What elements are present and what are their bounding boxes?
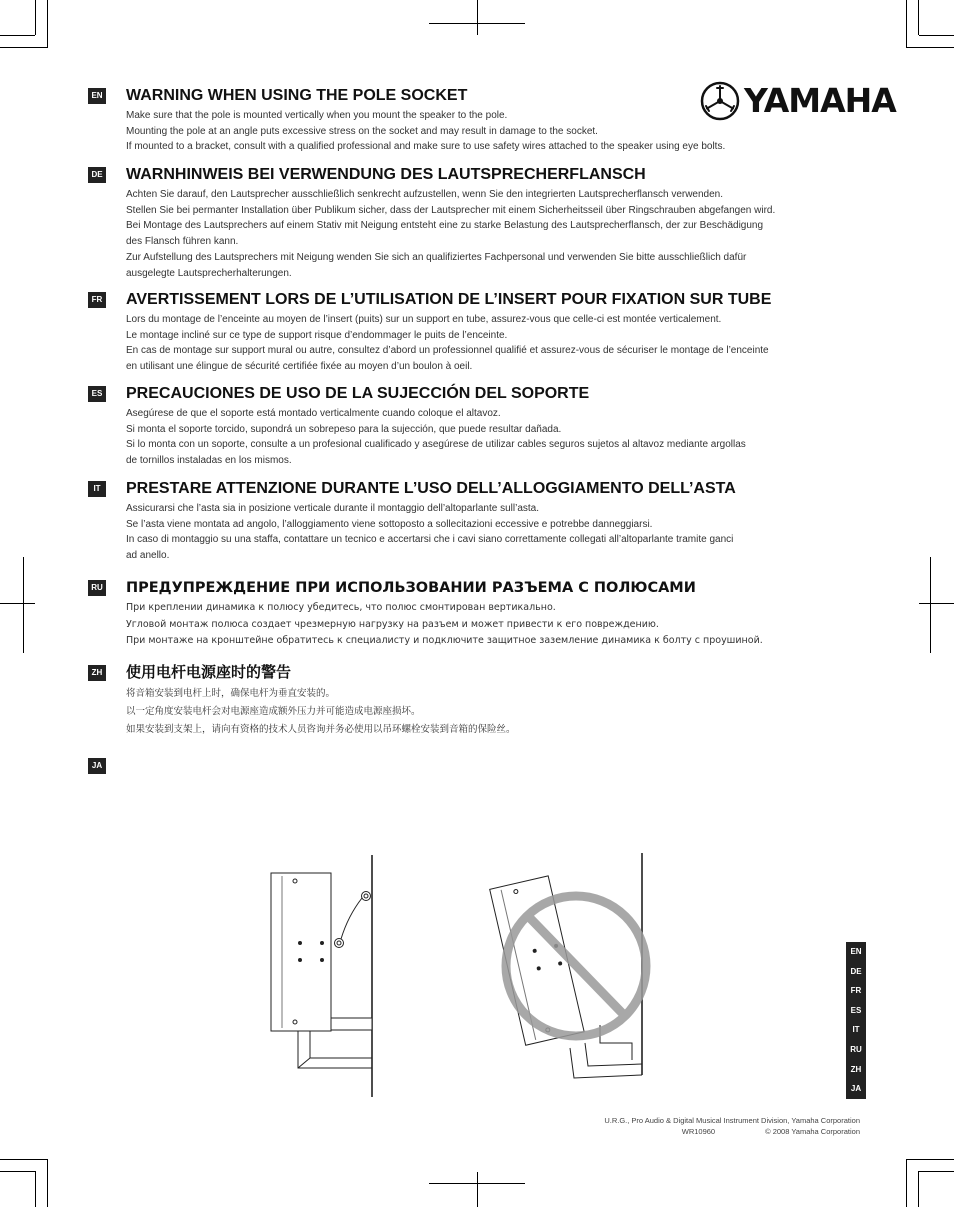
incorrect-mounting-figure xyxy=(490,853,642,1078)
body-line: ausgelegte Lautsprecherhalterungen. xyxy=(126,267,292,279)
language-tag-es: ES xyxy=(88,386,106,402)
footer-division: U.R.G., Pro Audio & Digital Musical Instrument Division, Yamaha Corporation xyxy=(604,1116,860,1125)
section-title: PRECAUCIONES DE USO DE LA SUJECCIÓN DEL SOPORTE xyxy=(126,385,590,402)
body-line: При креплении динамика к полюсу убедитесь, что полюс смонтирован вертикально. xyxy=(126,602,556,613)
brand-name: YAMAHA xyxy=(744,81,896,120)
body-line: Угловой монтаж полюса создает чрезмерную нагрузку на разъем и может привести к его повреждению. xyxy=(126,618,659,630)
body-line: 以一定角度安装电杆会对电源座造成额外压力并可能造成电源座损坏。 xyxy=(126,706,421,717)
body-line: Bei Montage des Lautsprechers auf einem Stativ mit Neigung entsteht eine zu starke Belastung des Lautsprecherflansch, der zur Beschädigung xyxy=(126,220,764,232)
body-line: Zur Aufstellung des Lautsprechers mit Neigung wenden Sie sich an qualifiziertes Fachpersonal und verwenden Sie bitte ausschließlich dafür xyxy=(126,251,747,263)
body-line: In caso di montaggio su una staffa, contattare un tecnico e accertarsi che i cavi siano correttamente collegati all’altoparlante tramite ganci xyxy=(126,534,734,546)
body-line: En cas de montage sur support mural ou autre, consultez d’abord un professionnel qualifié et assurez-vous de sécuriser le montage de l’enceinte xyxy=(126,345,769,357)
body-line: Stellen Sie bei permanter Installation über Publikum sicher, dass der Lautsprecher mit einem Sicherheitsseil über Ringschrauben abgefangen wird. xyxy=(126,204,776,216)
section-title: AVERTISSEMENT LORS DE L’UTILISATION DE L’INSERT POUR FIXATION SUR TUBE xyxy=(126,291,772,308)
language-tag-ru: RU xyxy=(88,580,106,596)
language-tag-zh: ZH xyxy=(88,665,106,681)
body-line: Si monta el soporte torcido, supondrá un sobrepeso para la sujección, que puede resultar dañada. xyxy=(126,423,562,435)
section-title: WARNHINWEIS BEI VERWENDUNG DES LAUTSPRECHERFLANSCH xyxy=(126,166,646,183)
body-line: 如果安装到支架上，请向有资格的技术人员咨询并务必使用以吊环螺栓安装到音箱的保险丝。 xyxy=(126,724,516,735)
side-tab-ru: RU xyxy=(846,1040,866,1060)
body-line: 将音箱安装到电杆上时，确保电杆为垂直安装的。 xyxy=(126,688,336,699)
language-tag-it: IT xyxy=(88,481,106,497)
body-line: Lors du montage de l’enceinte au moyen de l’insert (puits) sur un support en tube, assurez-vous que celle-ci est montée verticalement. xyxy=(126,314,722,325)
body-line: Mounting the pole at an angle puts excessive stress on the socket and may result in damage to the socket. xyxy=(126,125,598,137)
body-line: Make sure that the pole is mounted vertically when you mount the speaker to the pole. xyxy=(126,110,508,121)
side-tab-ja: JA xyxy=(846,1079,866,1099)
body-line: ad anello. xyxy=(126,550,170,562)
section-title: 使用电杆电源座时的警告 xyxy=(126,664,292,681)
body-line: If mounted to a bracket, consult with a qualified professional and make sure to use safety wires attached to the speaker using eye bolts. xyxy=(126,141,726,153)
body-line: Si lo monta con un soporte, consulte a un profesional cualificado y asegúrese de utilizar cables seguros sujetos al altavoz mediante argollas xyxy=(126,439,746,451)
language-index-tabs xyxy=(846,942,866,1099)
language-tag-en: EN xyxy=(88,88,106,104)
body-line: При монтаже на кронштейне обратитесь к специалисту и подключите защитное заземление динамика к болту с проушиной. xyxy=(126,635,763,646)
body-line: de tornillos instaladas en los mismos. xyxy=(126,455,292,467)
body-line: Se l’asta viene montata ad angolo, l’alloggiamento viene sottoposto a sollecitazioni eccessive e potrebbe danneggiarsi. xyxy=(126,518,653,530)
section-title: ПРЕДУПРЕЖДЕНИЕ ПРИ ИСПОЛЬЗОВАНИИ РАЗЪЕМА С ПОЛЮСАМИ xyxy=(126,580,696,596)
side-tab-zh: ZH xyxy=(846,1060,866,1080)
side-tab-it: IT xyxy=(846,1020,866,1040)
body-line: Assicurarsi che l’asta sia in posizione verticale durante il montaggio dell’altoparlante sull’asta. xyxy=(126,503,539,514)
section-title: PRESTARE ATTENZIONE DURANTE L’USO DELL’ALLOGGIAMENTO DELL’ASTA xyxy=(126,480,736,497)
side-tab-es: ES xyxy=(846,1001,866,1021)
side-tab-en: EN xyxy=(846,942,866,962)
side-tab-fr: FR xyxy=(846,981,866,1001)
correct-mounting-figure xyxy=(271,855,372,1097)
side-tab-de: DE xyxy=(846,962,866,982)
language-tag-fr: FR xyxy=(88,292,106,308)
body-line: en utilisant une élingue de sécurité certifiée fixée au moyen d’un boulon à oeil. xyxy=(126,361,473,373)
language-tag-ja: JA xyxy=(88,758,106,774)
body-line: Achten Sie darauf, den Lautsprecher ausschließlich senkrecht aufzustellen, wenn Sie den integrierten Lautsprecherflansch verwenden. xyxy=(126,189,724,200)
document-code: WR10960 xyxy=(681,1126,716,1136)
language-tag-de: DE xyxy=(88,167,106,183)
footer-code-line xyxy=(604,1127,860,1138)
section-title: WARNING WHEN USING THE POLE SOCKET xyxy=(126,87,468,104)
body-line: Le montage incliné sur ce type de support risque d’endommager le puits de l’enceinte. xyxy=(126,329,508,341)
footer xyxy=(604,1116,860,1137)
body-line: Asegúrese de que el soporte está montado verticalmente cuando coloque el altavoz. xyxy=(126,408,501,419)
copyright: © 2008 Yamaha Corporation xyxy=(765,1126,860,1136)
body-line: des Flansch führen kann. xyxy=(126,236,239,248)
